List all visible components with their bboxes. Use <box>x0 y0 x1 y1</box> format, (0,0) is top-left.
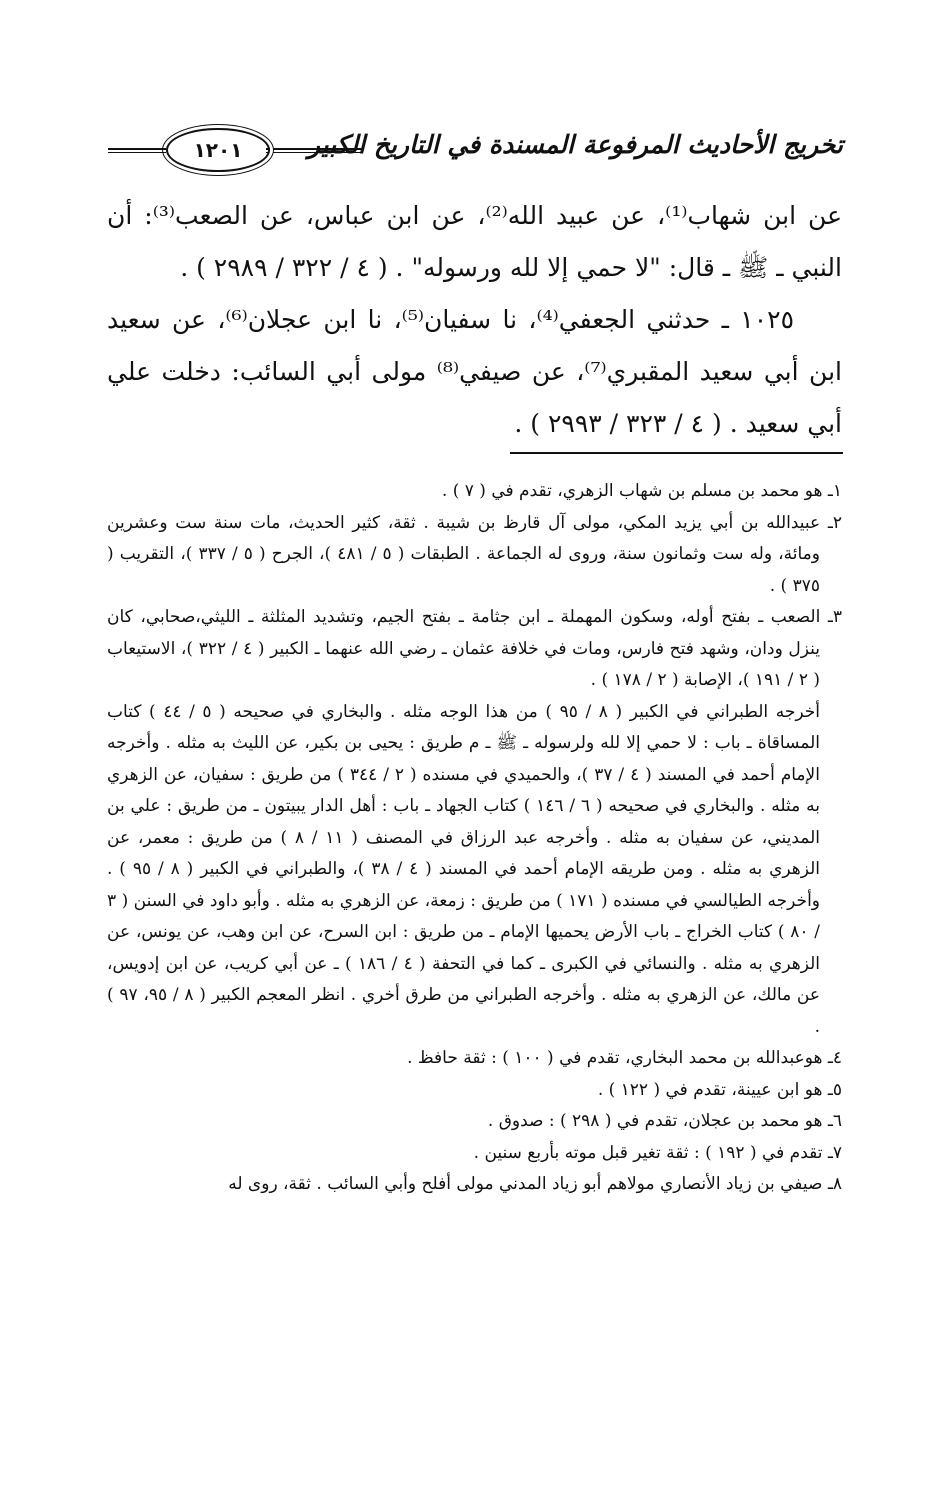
footnote-1: ١ـ هو محمد بن مسلم بن شهاب الزهري، تقدم في ( ٧ ) . <box>441 481 842 501</box>
header-rule <box>266 148 363 153</box>
footnotes <box>107 476 842 1201</box>
page-number: ١٢٠١ <box>166 128 270 172</box>
paragraph-1: عن ابن شهاب⁽¹⁾، عن عبيد الله⁽²⁾، عن ابن عباس، عن الصعب⁽³⁾: أن النبي ـ ﷺ ـ قال: "لا حمي إلا لله ورسوله" . ( ٤ / ٣٢٢ / ٢٩٨٩ ) . <box>107 201 842 282</box>
footnote-divider <box>510 452 843 454</box>
main-text <box>107 190 842 450</box>
header-rule-left <box>108 148 166 153</box>
running-header <box>108 128 843 172</box>
footnote-3: ٣ـ الصعب ـ بفتح أوله، وسكون المهملة ـ ابن جثامة ـ بفتح الجيم، وتشديد المثلثة ـ الليثي،صحابي، كان ينزل ودان، وشهد فتح فارس، ومات في خلافة عثمان ـ رضي الله عنهما ـ الكبير ( ٤ / ٣٢٢ )، الاستيعاب ( ٢ / ١٩١ )، الإصابة ( ٢ / ١٧٨ ) . <box>107 607 842 690</box>
footnote-2: ٢ـ عبيدالله بن أبي يزيد المكي، مولى آل قارظ بن شيبة . ثقة، كثير الحديث، مات سنة ست وعشرين ومائة، وله ست وثمانون سنة، وروى له الجماعة . الطبقات ( ٥ / ٤٨١ )، الجرح ( ٥ / ٣٣٧ )، التقريب ( ٣٧٥ ) . <box>107 512 842 596</box>
footnote-6: ٦ـ هو محمد بن عجلان، تقدم في ( ٢٩٨ ) : صدوق . <box>487 1111 842 1131</box>
paragraph-hadith-1025: ١٠٢٥ ـ حدثني الجعفي⁽⁴⁾، نا سفيان⁽⁵⁾، نا ابن عجلان⁽⁶⁾، عن سعيد ابن أبي سعيد المقبري⁽⁷⁾، عن صيفي⁽⁸⁾ مولى أبي السائب: دخلت علي أبي سعيد . ( ٤ / ٣٢٣ / ٢٩٩٣ ) . <box>107 305 842 438</box>
footnote-7: ٧ـ تقدم في ( ١٩٢ ) : ثقة تغير قبل موته بأربع سنين . <box>473 1142 842 1163</box>
footnote-4: ٤ـ هوعبدالله بن محمد البخاري، تقدم في ( ١٠٠ ) : ثقة حافظ . <box>407 1048 842 1068</box>
footnote-3-takhrij: أخرجه الطبراني في الكبير ( ٨ / ٩٥ ) من هذا الوجه مثله . والبخاري في صحيحه ( ٥ / ٤٤ ) كتاب المساقاة ـ باب : لا حمي إلا لله ولرسوله ـ ﷺ ـ م طريق : يحيى بن بكير، عن الليث به مثله . وأخرجه الإمام أحمد في المسند ( ٤ / ٣٧ )، والحميدي في مسنده ( ٢ / ٣٤٤ ) من طريق : سفيان، عن الزهري به مثله . والبخاري في صحيحه ( ٦ / ١٤٦ ) كتاب الجهاد ـ باب : أهل الدار يبيتون ـ من طريق : علي بن المديني، عن سفيان به مثله . وأخرجه عبد الرزاق في المصنف ( ١١ / ٨ ) من طريق : معمر، عن الزهري به مثله . ومن طريقه الإمام أحمد في المسند ( ٤ / ٣٨ )، والطبراني في الكبير ( ٨ / ٩٥ ) . وأخرجه الطيالسي في مسنده ( ١٧١ ) من طريق : زمعة، عن الزهري به مثله . وأبو داود في السنن ( ٣ / ٨٠ ) كتاب الخراج ـ باب الأرض يحميها الإمام ـ من طريق : ابن السرح، عن ابن وهب، عن يونس، عن الزهري به مثله . والنسائي في الكبرى ـ كما في التحفة ( ٤ / ١٨٦ ) ـ عن أبي كريب، عن ابن إدويس، عن مالك، عن الزهري به مثله . وأخرجه الطبراني من طرق أخري . انظر المعجم الكبير ( ٨ / ٩٥، ٩٧ ) . <box>107 701 821 1037</box>
footnote-8: ٨ـ صيفي بن زياد الأنصاري مولاهم أبو زياد المدني مولى أفلح وأبي السائب . ثقة، روى له <box>228 1174 842 1194</box>
footnote-5: ٥ـ هو ابن عيينة، تقدم في ( ١٢٢ ) . <box>597 1079 842 1100</box>
header-title: تخريج الأحاديث المرفوعة المسندة في التاريخ الكبير <box>307 130 843 159</box>
